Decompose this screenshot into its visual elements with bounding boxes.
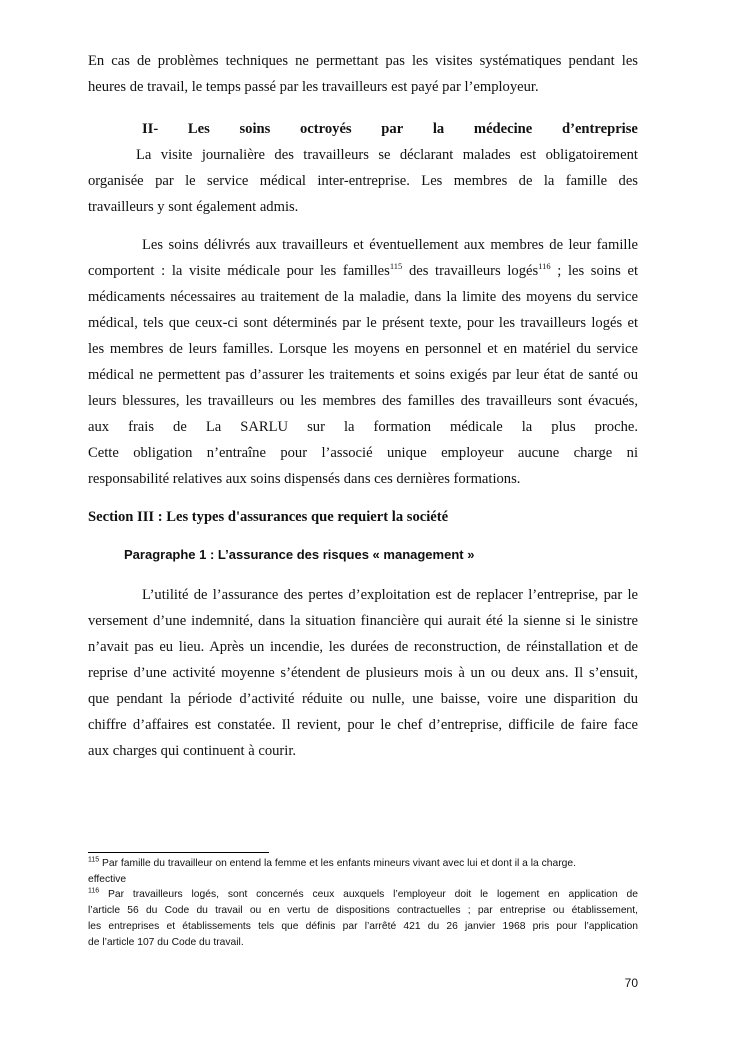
footnote-116-line-4: de l’article 107 du Code du travail. (88, 937, 244, 948)
soins-line-7: leurs blessures, les travailleurs ou les membres des familles des travailleurs sont évacués, (88, 393, 638, 409)
footnote-115-line-2: effective (88, 874, 127, 885)
soins-line-9: Cette obligation n’entraîne pour l’associé unique employeur aucune charge ni (88, 445, 638, 461)
section-iii-title: Section III : Les types d'assurances que requiert la société (88, 509, 449, 525)
soins-line-8: aux frais de La SARLU sur la formation médicale la plus proche. (88, 419, 638, 435)
visite-line-3: travailleurs y sont également admis. (88, 199, 299, 215)
heading-ii (142, 120, 638, 138)
footnote-116-text: Par travailleurs logés, sont concernés ceux auxquels l’employeur doit le logement en application de (99, 889, 638, 900)
heading-ii-word: octroyés (300, 121, 352, 137)
footnote-ref-115[interactable]: 115 (389, 261, 403, 272)
soins-line-4: médical, tels que ceux-ci sont déterminés par le présent texte, pour les travailleurs logés et (88, 315, 638, 331)
footnote-ref-116[interactable]: 116 (538, 261, 551, 272)
heading-ii-word: médecine (473, 121, 533, 137)
assurance-line-5: que pendant la période d’activité réduite ou nulle, une baisse, voire une disparition du (88, 691, 638, 707)
footnote-115-number: 115 (88, 856, 100, 864)
footnote-115-line-1 (88, 856, 638, 871)
assurance-line-6: chiffre d’affaires est constatée. Il revient, pour le chef d’entreprise, difficile de faire face (88, 717, 638, 733)
intro-line-1: En cas de problèmes techniques ne permettant pas les visites systématiques pendant les (88, 53, 638, 69)
footnote-116-line-2: l’article 56 du Code du travail ou en vertu de dispositions contractuelles ; par entreprise ou établissement, (88, 905, 638, 916)
heading-ii-word: d’entreprise (561, 121, 638, 137)
soins-line-10: responsabilité relatives aux soins dispensés dans ces dernières formations. (88, 471, 521, 487)
heading-ii-word: II- (142, 121, 159, 137)
visite-line-2: organisée par le service médical inter-entreprise. Les membres de la famille des (88, 173, 638, 189)
assurance-line-4: reprise d’une activité moyenne s’étendent de plusieurs mois à un ou deux ans. Il s’ensuit, (88, 665, 638, 681)
heading-ii-word: la (432, 121, 445, 137)
soins-line-2-a: comportent : la visite médicale pour les familles (88, 263, 390, 279)
soins-line-2-b: des travailleurs logés (402, 263, 539, 279)
visite-line-1: La visite journalière des travailleurs se déclarant malades est obligatoirement (136, 147, 638, 163)
assurance-line-3: n’avait pas eu lieu. Après un incendie, les durées de reconstruction, de réinstallation et de (88, 639, 638, 655)
intro-line-2: heures de travail, le temps passé par les travailleurs est payé par l’employeur. (88, 79, 539, 95)
soins-line-3: médicaments nécessaires au traitement de la maladie, dans la limite des moyens du service (88, 289, 638, 305)
soins-line-6: médical ne permettent pas d’assurer les traitements et soins exigés par leur état de santé ou (88, 367, 638, 383)
soins-line-1: Les soins délivrés aux travailleurs et éventuellement aux membres de leur famille (142, 237, 638, 253)
heading-ii-word: par (381, 121, 404, 137)
heading-ii-word: Les (187, 121, 210, 137)
soins-line-2 (88, 262, 638, 280)
footnote-separator (88, 852, 269, 853)
footnote-116-line-1 (88, 887, 638, 902)
soins-line-5: les membres de leurs familles. Lorsque les moyens en personnel et en matériel du service (88, 341, 638, 357)
heading-ii-word: soins (239, 121, 271, 137)
footnote-116-line-3: les entreprises et établissements tels que définis par l’arrêté 421 du 26 janvier 1968 pris pour l’application (88, 921, 638, 932)
page-number: 70 (624, 976, 638, 990)
footnote-116-number: 116 (88, 887, 100, 895)
footnote-115-text: Par famille du travailleur on entend la femme et les enfants mineurs vivant avec lui et dont il a la charge. (99, 858, 576, 869)
assurance-line-7: aux charges qui continuent à courir. (88, 743, 297, 759)
assurance-line-2: versement d’une indemnité, dans la situation financière qui aurait été la sienne si le sinistre (88, 613, 638, 629)
assurance-line-1: L’utilité de l’assurance des pertes d’exploitation est de replacer l’entreprise, par le (142, 587, 638, 603)
soins-line-2-c: ; les soins et (550, 263, 638, 279)
paragraphe-1-title: Paragraphe 1 : L’assurance des risques « management » (124, 547, 475, 562)
